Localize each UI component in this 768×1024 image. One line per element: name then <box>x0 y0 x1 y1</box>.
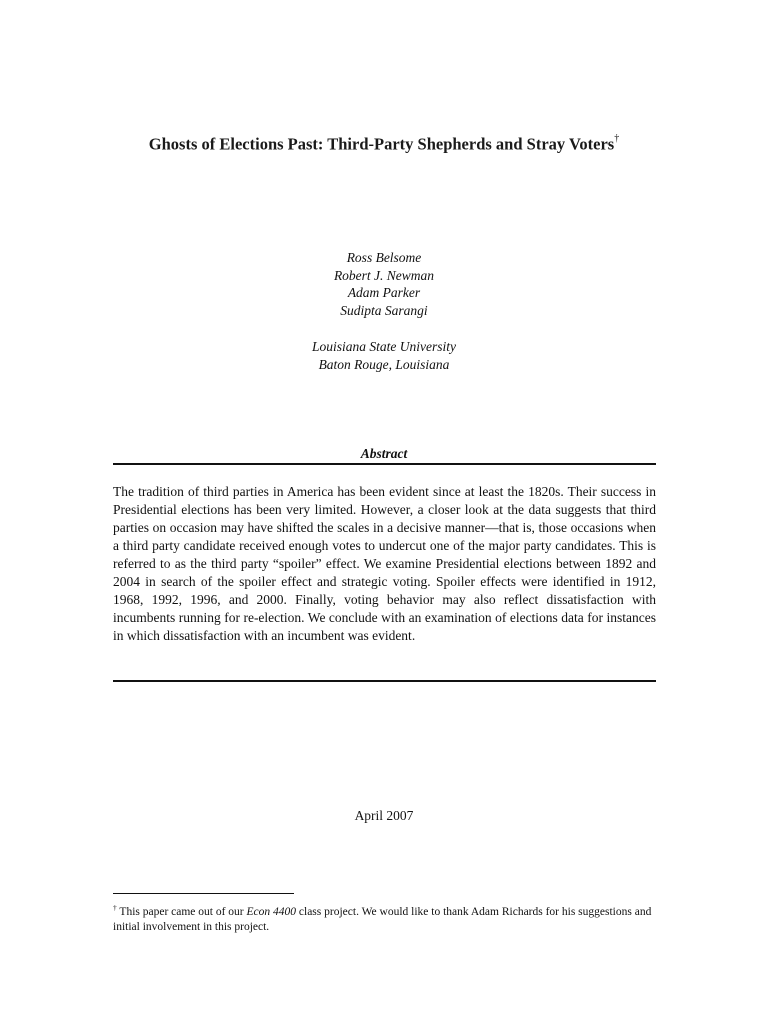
footnote-mark: † <box>113 903 117 912</box>
footnote-rule <box>113 893 294 894</box>
affiliation-location: Baton Rouge, Louisiana <box>318 356 450 372</box>
author-name: Adam Parker <box>347 285 421 300</box>
affiliation-university: Louisiana State University <box>312 339 456 354</box>
author-name: Ross Belsome <box>346 250 422 265</box>
abstract-body: The tradition of third parties in America has been evident since at least the 1820s. Their success in Presidential elections has been very limited. However, a closer look at the data suggests that third parties on occasion may have shifted the scales in a decisive manner—that is, those occasions when a third party candidate received enough votes to undercut one of the major party candidates. This is referred to as the third party “spoiler” effect. We examine Presidential elections between 1892 and 2004 in search of the spoiler effect and strategic voting. Spoiler effects were identified in 1912, 1968, 1992, 1996, and 2000. Finally, voting behavior may also reflect dissatisfaction with incumbents running for re-election. We conclude with an examination of elections data for instances in which dissatisfaction with an incumbent was evident. <box>113 484 656 643</box>
abstract-bottom-rule <box>113 680 656 682</box>
footnote <box>113 900 658 935</box>
title-footnote-mark: † <box>614 133 620 144</box>
footnote-text-after: class project. We would like to thank Adam Richards for his suggestions and initial involvement in this project. <box>113 905 652 933</box>
author-name: Robert J. Newman <box>333 267 435 283</box>
abstract-top-rule <box>113 463 656 465</box>
paper-title-text: Ghosts of Elections Past: Third-Party Shepherds and Stray Voters <box>148 134 615 154</box>
abstract-heading: Abstract <box>360 446 408 461</box>
footnote-course: Econ 4400 <box>246 905 297 918</box>
footnote-text-before: This paper came out of our <box>116 905 247 918</box>
author-list <box>0 249 768 319</box>
author-name: Sudipta Sarangi <box>340 302 428 318</box>
paper-title <box>0 130 768 156</box>
affiliation <box>0 338 768 373</box>
publication-date: April 2007 <box>354 808 414 823</box>
